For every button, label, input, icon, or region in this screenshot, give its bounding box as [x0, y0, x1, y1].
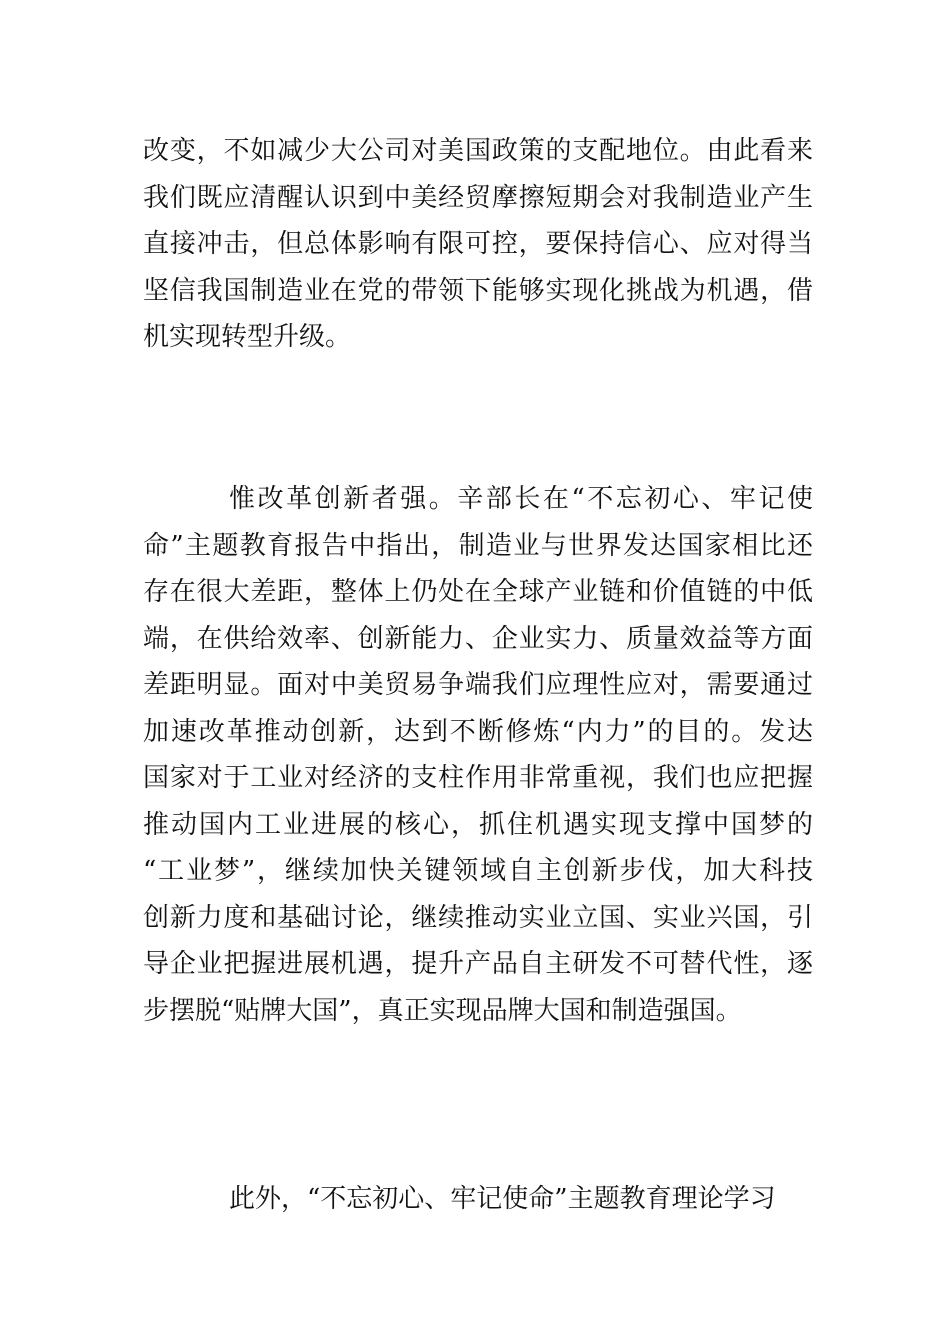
- text-line: 惟改革创新者强。辛部长在“不忘初心、牢记使: [229, 484, 813, 514]
- paragraph-conclusion: [143, 128, 813, 361]
- text-line: 改变，不如减少大公司对美国政策的支配地位。由此看来: [143, 136, 813, 166]
- text-line: 存在很大差距，整体上仍处在全球产业链和价值链的中低: [143, 577, 813, 607]
- text-line: “工业梦”，继续加快关键领域自主创新步伐，加大科技: [143, 856, 813, 886]
- text-line: 加速改革推动创新，达到不断修炼“内力”的目的。发达: [143, 716, 813, 747]
- text-line: 命”主题教育报告中指出，制造业与世界发达国家相比还: [143, 530, 813, 561]
- paragraph-reform-innovation: [143, 476, 813, 1034]
- text-line: 此外，“不忘初心、牢记使命”主题教育理论学习: [229, 1184, 776, 1214]
- paragraph-moreover: [143, 1176, 813, 1223]
- text-line: 导企业把握进展机遇，提升产品自主研发不可替代性，逐: [143, 949, 813, 979]
- text-line: 创新力度和基础讨论，继续推动实业立国、实业兴国，引: [143, 902, 813, 933]
- text-line: 坚信我国制造业在党的带领下能够实现化挑战为机遇，借: [143, 275, 813, 306]
- text-line: 国家对于工业对经济的支柱作用非常重视，我们也应把握: [143, 763, 813, 793]
- text-line: 步摆脱“贴牌大国”，真正实现品牌大国和制造强国。: [143, 995, 742, 1026]
- text-line: 我们既应清醒认识到中美经贸摩擦短期会对我制造业产生: [143, 182, 813, 213]
- text-line: 端，在供给效率、创新能力、企业实力、质量效益等方面: [143, 623, 813, 654]
- text-line: 差距明显。面对中美贸易争端我们应理性应对，需要通过: [143, 670, 813, 700]
- text-line: 直接冲击，但总体影响有限可控，要保持信心、应对得当: [143, 229, 813, 259]
- text-line: 推动国内工业进展的核心，抓住机遇实现支撑中国梦的: [143, 809, 813, 840]
- text-line: 机实现转型升级。: [143, 322, 352, 352]
